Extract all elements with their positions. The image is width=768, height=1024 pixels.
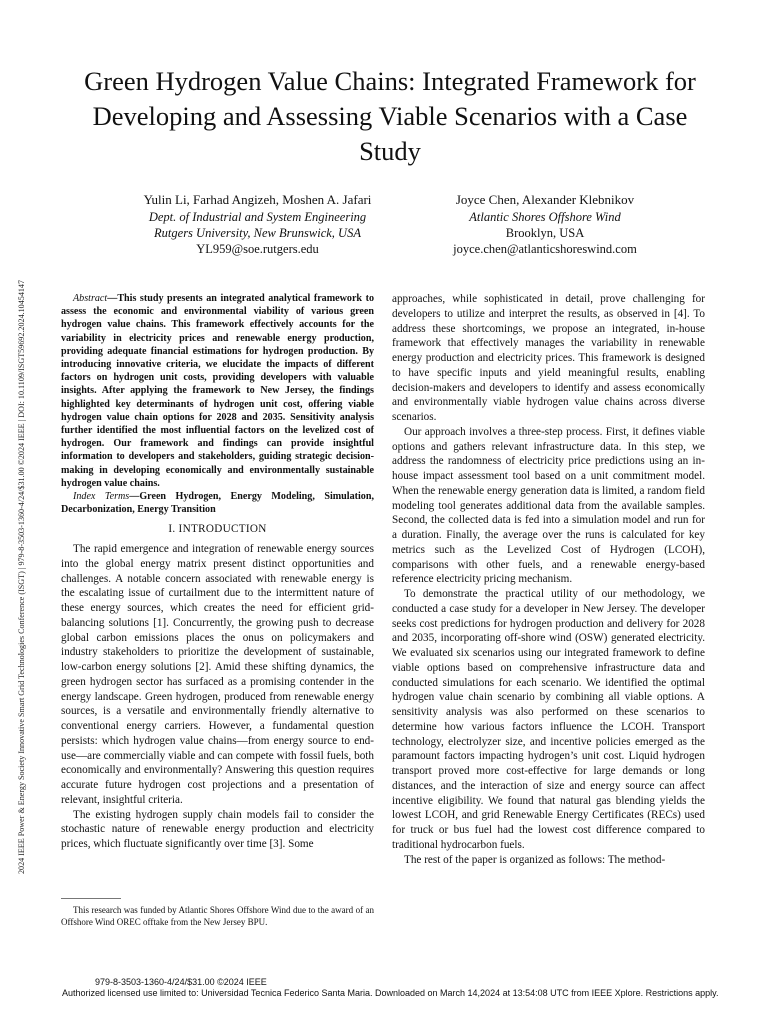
author-location: Brooklyn, USA [505,226,585,240]
index-terms [61,490,374,516]
author-block-atlantic-shores [390,192,700,257]
author-affiliation: Atlantic Shores Offshore Wind [469,210,621,224]
right-column [392,292,705,867]
abstract [61,292,374,490]
paragraph: The rapid emergence and integration of renewable energy sources into the global energy matrix present distinct opportunities and challenges. A notable concern associated with renewable energy is the escalating issue of curtailment due to the intermittent nature of these energy sources, which creates the need for efficient grid-balancing solutions [1]. Concurrently, the growing push to decrease global carbon emissions places the onus on policymakers and industry stakeholders to prioritize the development of sustainable, low-carbon energy solutions [2]. Amid these shifting dynamics, the green hydrogen sector has surfaced as a promising contender in the energy landscape. Green hydrogen, produced from renewable energy sources, is a versatile and environmentally friendly alternative to conventional energy carriers. However, a fundamental question persists: which hydrogen value chains—from energy source to end-use—are commercially viable and can compete with fossil fuels, both economically and environmentally? Answering this question requires accurate future hydrogen cost projections and a presentation of relevant, insightful criteria. [61,543,374,806]
isbn-footer: 979-8-3503-1360-4/24/$31.00 ©2024 IEEE [95,977,267,987]
paragraph: approaches, while sophisticated in detail, prove challenging for developers to utilize and interpret the results, as observed in [4]. To address these shortcomings, we propose an integrated, in-house framework that effectively manages the variability in renewable energy production and electricity prices. This framework is designed to have specific inputs and yield meaningful results, enabling decision-makers and developers to identify and assess economically and environmentally viable hydrogen value chains across diverse scenarios. [392,293,705,423]
left-column [61,292,374,852]
author-email[interactable]: joyce.chen@atlanticshoreswind.com [453,242,637,256]
author-location: Rutgers University, New Brunswick, USA [154,226,361,240]
author-email[interactable]: YL959@soe.rutgers.edu [196,242,319,256]
doi-sidebar: 2024 IEEE Power & Energy Society Innovative Smart Grid Technologies Conference (ISGT) | 979-8-3503-1360-4/24/$31.00 ©2024 IEEE | DOI: 10.1109/ISGT59692.2024.10454147 [17,279,26,875]
abstract-text: —This study presents an integrated analytical framework to assess the economic and environmental viability of various green hydrogen value chains. This framework effectively accounts for the variability in electricity prices and renewable energy production, providing adequate financial estimations for hydrogen production. By introducing innovative criteria, we elucidate the impacts of different factors on hydrogen unit costs, providing developers with valuable insights. After applying the framework to New Jersey, the findings highlighted key determinants of hydrogen unit cost, offering viable hydrogen value chain options for 2028 and 2035. Sensitivity analysis further identified the most influential factors on the levelized cost of hydrogen. Our framework and findings can provide insightful information to developers and stakeholders, guiding strategic decision-making in developing economically and environmentally sustainable hydrogen value chains. [61,293,374,489]
section-heading-introduction: I. INTRODUCTION [168,523,267,536]
author-block-rutgers [100,192,415,257]
index-terms-text: —Green Hydrogen, Energy Modeling, Simulation, Decarbonization, Energy Transition [61,491,374,516]
paper-title: Green Hydrogen Value Chains: Integrated Framework for Developing and Assessing Viable Scenarios with a Case Study [84,66,696,166]
paragraph: To demonstrate the practical utility of our methodology, we conducted a case study for a developer in New Jersey. The developer seeks cost predictions for hydrogen production and delivery for 2028 and 2035, incorporating off-shore wind (OSW) generated electricity. We evaluated six scenarios using our integrated framework to define viable options based on comprehensive infrastructure data and conducted simulations for each scenario. We identified the optimal hydrogen value chain scenario by combining all viable options. A sensitivity analysis was also performed on these scenarios to determine how various factors influence the LCOH. Transport technology, electrolyzer size, and incentive policies emerged as the paramount factors impacting hydrogen’s unit cost. Liquid hydrogen transport proved more cost-effective for large demands or long distances, and the interaction of size and energy source can affect incentive eligibility. We found that natural gas blending yields the lowest LCOH, and grid Renewable Energy Certificates (RECs) used for truck or bus fuel had the lowest cost difference compared to traditional hydrocarbon fuels. [392,588,705,851]
paragraph: The rest of the paper is organized as follows: The method- [404,853,666,866]
author-affiliation: Dept. of Industrial and System Engineering [148,210,367,224]
funding-footnote: This research was funded by Atlantic Shores Offshore Wind due to the award of an Offshore Wind OREC offtake from the New Jersey BPU. [61,905,374,927]
paragraph: The existing hydrogen supply chain models fail to consider the stochastic nature of renewable energy production and electricity prices, which fluctuate significantly over time [3]. Some [61,808,374,851]
paragraph: Our approach involves a three-step process. First, it defines viable options and gathers relevant infrastructure data. In this step, we address the randomness of electricity price predictions using an in-house impact assessment tool based on a unit commitment model. When the renewable energy generation data is limited, a random field modeling tool generates additional data from the available samples. Second, the collected data is fed into a simulation model and run for a duration. Finally, the average over the runs is calculated for key metrics such as the Levelized Cost of Hydrogen (LCOH), comparisons with other fuels, and a renewable energy-based reference electricity pricing mechanism. [392,425,705,586]
index-terms-label: Index Terms [73,491,130,503]
author-names: Yulin Li, Farhad Angizeh, Moshen A. Jafari [143,192,372,207]
footnote-rule [61,898,121,899]
license-footer: Authorized licensed use limited to: Universidad Tecnica Federico Santa Maria. Downloaded on March 14,2024 at 13:54:08 UTC from IEEE Xplore. Restrictions apply. [62,988,719,998]
author-names: Joyce Chen, Alexander Klebnikov [455,192,635,207]
abstract-label: Abstract [73,293,108,304]
